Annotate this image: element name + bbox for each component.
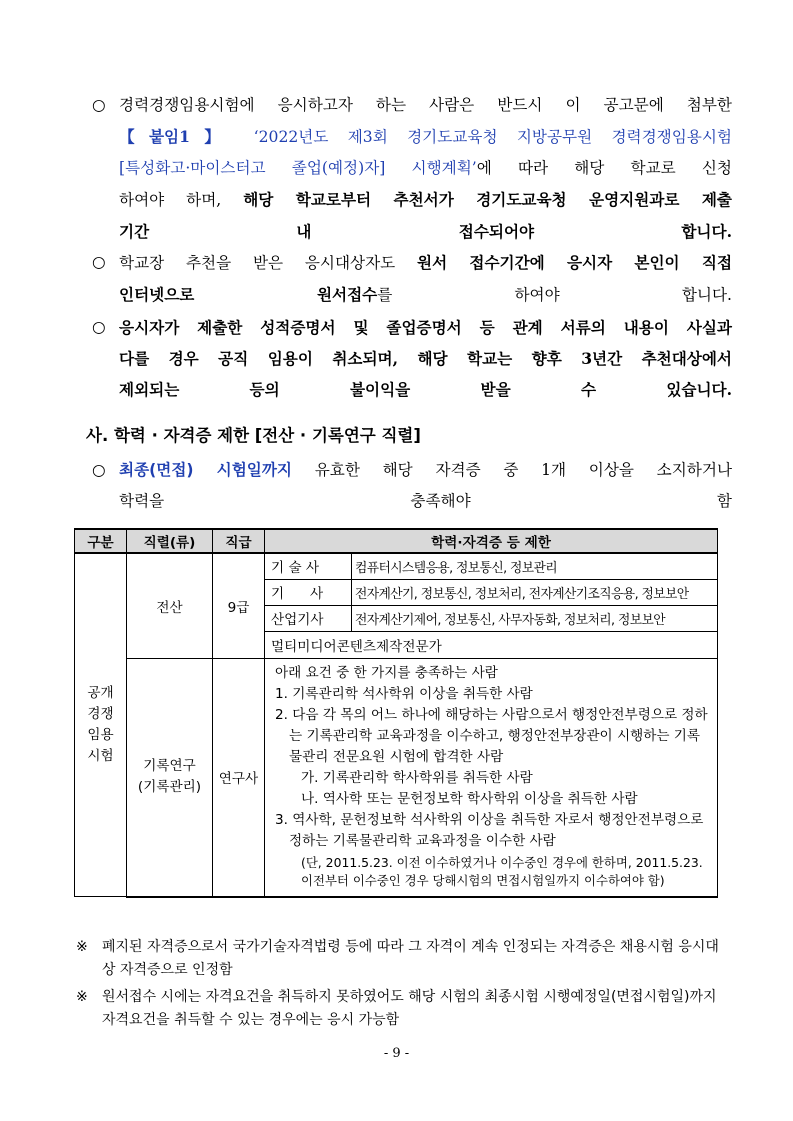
cert-level-name: 기 술 사 (265, 553, 352, 579)
records-item1: 1. 기록관리학 석사학위 이상을 취득한 사람 (275, 685, 533, 702)
para2-line1-pre: 학교장 추천을 받은 응시대상자도 (119, 254, 418, 272)
paragraph-application-notice (92, 90, 732, 247)
para1-line1: 경력경쟁임용시험에 응시하고자 하는 사람은 반드시 이 공고문에 첨부한 (119, 96, 732, 114)
note-text: 원서접수 시에는 자격요건을 취득하지 못하였어도 해당 시험의 최종시험 시행예정일(면접시험일)까지 자격요건을 취득할 수 있는 경우에는 응시 가능함 (102, 989, 717, 1028)
records-requirements (265, 658, 718, 897)
para1-line4-pre: 하여야 하며, (119, 191, 244, 209)
paragraph-false-documents-warning (92, 312, 732, 405)
circle-bullet-icon: ○ (92, 318, 106, 336)
para1-line5: 기간 내 접수되어야 합니다. (119, 222, 732, 241)
category-open-competition: 공개 경쟁 임용 시험 (75, 553, 127, 897)
grade-9: 9급 (213, 553, 265, 658)
plan-title-part1: ‘2022년도 제3회 경기도교육청 지방공무원 경력경쟁임용시험 (253, 128, 732, 146)
para2-line2-bold: 인터넷으로 원서접수 (119, 285, 378, 304)
records-item2: 2. 다음 각 목의 어느 하나에 해당하는 사람으로서 행정안전부령으로 정하는 기록관리학 교육과정을 이수하고, 행정안전부장관이 시행하는 기록물관리 전문요원 시험에 합격한 사람 (275, 706, 708, 765)
paragraph-qualification-requirement (92, 455, 732, 517)
records-item2-a: 가. 기록관리학 학사학위를 취득한 사람 (301, 769, 533, 786)
para3-line2: 다를 경우 공직 임용이 취소되며, 해당 학교는 향후 3년간 추천대상에서 (119, 349, 732, 368)
plan-title-part2: [특성화고·마이스터고 졸업(예정)자] 시행계획’ (119, 159, 477, 177)
note-application-timing (76, 986, 726, 1032)
records-intro: 아래 요건 중 한 가지를 충족하는 사람 (275, 664, 498, 681)
records-item2-b: 나. 역사학 또는 문헌정보학 학사학위 이상을 취득한 사람 (301, 790, 638, 807)
records-note: (단, 2011.5.23. 이전 이수하였거나 이수중인 경우에 한하며, 2011.5.23. 이전부터 이수중인 경우 당해시험의 면접시험일까지 이수하여야 함) (301, 854, 703, 888)
para3-line1: 응시자가 제출한 성적증명서 및 졸업증명서 등 관계 서류의 내용이 사실과 (119, 318, 732, 337)
cert-level-value: 전자계산기, 정보통신, 정보처리, 전자계산기조직응용, 정보보안 (352, 579, 718, 605)
para4-line2: 학력을 충족해야 함 (119, 492, 732, 510)
circle-bullet-icon: ○ (92, 253, 106, 271)
para2-line2-rest: 를 하여야 합니다. (377, 286, 732, 304)
reference-mark-icon: ※ (76, 939, 88, 955)
records-item3: 3. 역사학, 문헌정보학 석사학위 이상을 취득한 자로서 행정안전부령으로 정하는 기록물관리학 교육과정을 이수한 사람 (275, 811, 704, 849)
grade-researcher: 연구사 (213, 658, 265, 897)
header-grade: 직급 (213, 529, 265, 553)
cert-level-name: 기 사 (265, 579, 352, 605)
circle-bullet-icon: ○ (92, 96, 106, 114)
note-text: 폐지된 자격증으로서 국가기술자격법령 등에 따라 그 자격이 계속 인정되는 자격증은 채용시험 응시대상 자격증으로 인정함 (102, 939, 719, 978)
header-restriction: 학력·자격증 등 제한 (265, 529, 718, 553)
circle-bullet-icon: ○ (92, 461, 106, 479)
paragraph-online-application (92, 247, 732, 311)
cert-level-value: 전자계산기제어, 정보통신, 사무자동화, 정보처리, 정보보안 (352, 605, 718, 631)
series-records: 기록연구 (기록관리) (127, 658, 213, 897)
page-number: - 9 - (383, 1046, 410, 1061)
cert-level-name: 산업기사 (265, 605, 352, 631)
para2-line1-bold: 원서 접수기간에 응시자 본인이 직접 (417, 253, 733, 272)
para3-line3: 제외되는 등의 불이익을 받을 수 있습니다. (119, 380, 732, 399)
series-jeonsan: 전산 (127, 553, 213, 658)
recommendation-deadline-text: 해당 학교로부터 추천서가 경기도교육청 운영지원과로 제출 (243, 190, 732, 209)
note-abolished-certificates (76, 936, 726, 982)
qualification-table (74, 528, 718, 898)
header-category: 구분 (75, 529, 127, 553)
para4-line1-rest: 유효한 해당 자격증 중 1개 이상을 소지하거나 (292, 461, 733, 479)
cert-level-value: 컴퓨터시스템응용, 정보통신, 정보관리 (352, 553, 718, 579)
header-series: 직렬(류) (127, 529, 213, 553)
para1-line3-rest: 에 따라 해당 학교로 신청 (476, 159, 732, 177)
final-exam-date-text: 최종(면접) 시험일까지 (119, 461, 293, 479)
cert-extra: 멀티미디어콘텐츠제작전문가 (265, 631, 718, 658)
attachment1-label: 【붙임1】 (119, 127, 235, 146)
section-heading: 사. 학력 · 자격증 제한 [전산 · 기록연구 직렬] (86, 426, 421, 445)
reference-mark-icon: ※ (76, 989, 88, 1005)
